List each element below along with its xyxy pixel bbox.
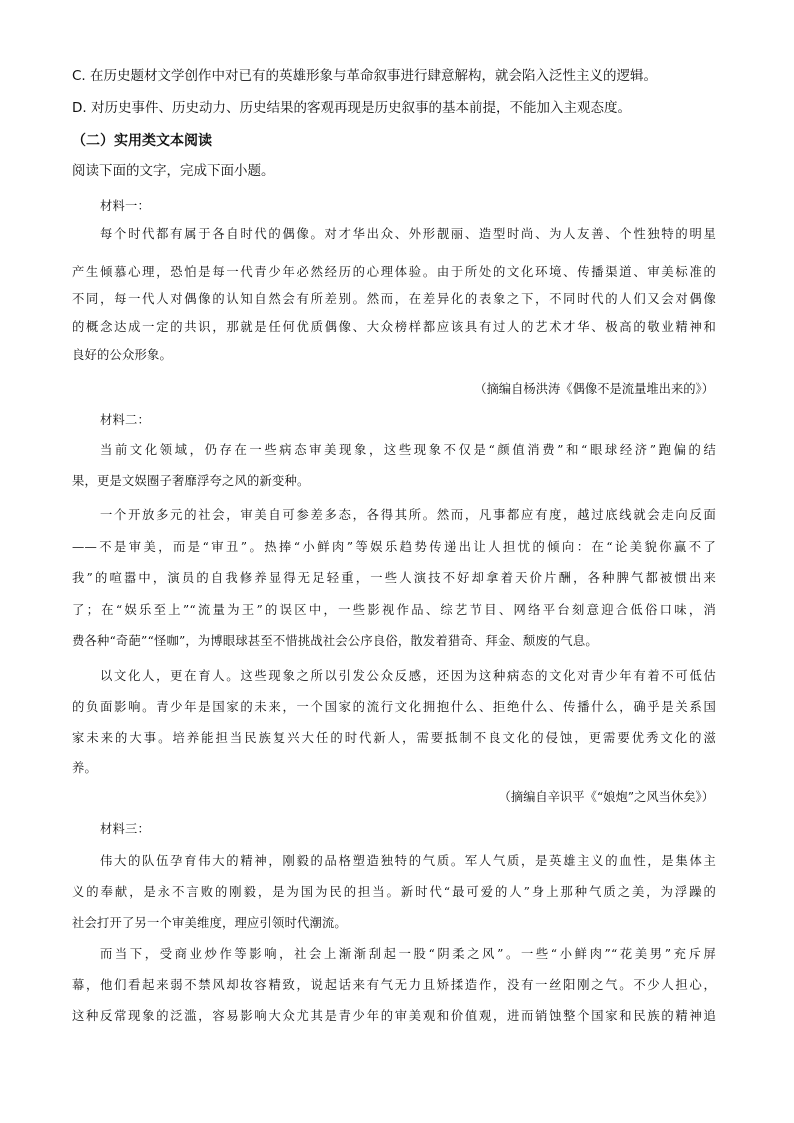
material-2-line: 家未来的大事。培养能担当民族复兴大任的时代新人，需要抵制不良文化的侵蚀，更需要优秀文化的滋 bbox=[72, 731, 716, 745]
material-1-source: （摘编自杨洪涛《偶像不是流量堆出来的》） bbox=[474, 382, 714, 396]
material-2-line: 了；在“娱乐至上”“流量为王”的误区中，一些影视作品、综艺节目、网络平台刻意迎合低俗口味，消 bbox=[72, 603, 716, 617]
material-3-line: 社会打开了另一个审美维度，理应引领时代潮流。 bbox=[72, 916, 347, 930]
material-1-line: 产生倾慕心理，恐怕是每一代青少年必然经历的心理体验。由于所处的文化环境、传播渠道、审美标准的 bbox=[72, 265, 716, 279]
material-2-line: 以文化人，更在育人。这些现象之所以引发公众反感，还因为这种病态的文化对青少年有着不可低估 bbox=[100, 669, 716, 683]
material-3-line: 义的奉献，是永不言败的刚毅，是为国为民的担当。新时代“最可爱的人”身上那种气质之美，为浮躁的 bbox=[72, 885, 716, 899]
section-heading: （二）实用类文本阅读 bbox=[72, 133, 212, 149]
material-2-line: 一个开放多元的社会，审美自可参差多态，各得其所。然而，凡事都应有度，越过底线就会走向反面 bbox=[100, 508, 716, 522]
material-2-label: 材料二： bbox=[100, 413, 150, 427]
material-2-source: （摘编自辛识平《“娘炮”之风当休矣》） bbox=[498, 790, 714, 804]
section-instruction: 阅读下面的文字，完成下面小题。 bbox=[72, 163, 275, 179]
material-1-line: 良好的公众形象。 bbox=[72, 348, 172, 362]
material-2-line: 我”的喧嚣中，演员的自我修养显得无足轻重，一些人演技不好却拿着天价片酬，各种脾气都被惯出来 bbox=[72, 571, 716, 585]
material-1-line: 的概念达成一定的共识，那就是任何优质偶像、大众榜样都应该具有过人的艺术才华、极高的敬业精神和 bbox=[72, 320, 716, 334]
material-3-line: 幕，他们看起来弱不禁风却妆容精致，说起话来有气无力且矫揉造作，没有一丝阳刚之气。不少人担心， bbox=[72, 978, 716, 992]
material-2-line: 养。 bbox=[72, 761, 97, 775]
material-2-line: 的负面影响。青少年是国家的未来，一个国家的流行文化拥抱什么、拒绝什么、传播什么，确乎是关系国 bbox=[72, 700, 716, 714]
material-2-line: 果，更是文娱圈子奢靡浮夸之风的新变种。 bbox=[72, 474, 310, 488]
material-2-line: 费各种“奇葩”“怪咖”，为博眼球甚至不惜挑战社会公序良俗，散发着猎奇、拜金、颓废的气息。 bbox=[72, 634, 598, 648]
material-3-label: 材料三： bbox=[100, 822, 150, 836]
material-1-line: 每个时代都有属于各自时代的偶像。对才华出众、外形靓丽、造型时尚、为人友善、个性独特的明星 bbox=[100, 227, 716, 241]
material-1-line: 不同，每一代人对偶像的认知自然会有所差别。然而，在差异化的表象之下，不同时代的人们又会对偶像 bbox=[72, 292, 716, 306]
option-d: D. 对历史事件、历史动力、历史结果的客观再现是历史叙事的基本前提，不能加入主观态度。 bbox=[72, 100, 631, 116]
option-c: C. 在历史题材文学创作中对已有的英雄形象与革命叙事进行肆意解构，就会陷入泛性主义的逻辑。 bbox=[72, 68, 658, 84]
material-2-line: ——不是审美，而是“审丑”。热捧“小鲜肉”等娱乐趋势传递出让人担忧的倾向：在“论美貌你赢不了 bbox=[72, 540, 716, 554]
material-3-line: 伟大的队伍孕育伟大的精神，刚毅的品格塑造独特的气质。军人气质，是英雄主义的血性，是集体主 bbox=[100, 854, 716, 868]
material-3-line: 这种反常现象的泛滥，容易影响大众尤其是青少年的审美观和价值观，进而销蚀整个国家和民族的精神追 bbox=[72, 1009, 716, 1023]
material-1-label: 材料一： bbox=[100, 199, 150, 213]
material-3-line: 而当下，受商业炒作等影响，社会上渐渐刮起一股“阴柔之风”。一些“小鲜肉”“花美男”充斥屏 bbox=[100, 947, 716, 961]
material-2-line: 当前文化领域，仍存在一些病态审美现象，这些现象不仅是“颜值消费”和“眼球经济”跑偏的结 bbox=[100, 443, 716, 457]
